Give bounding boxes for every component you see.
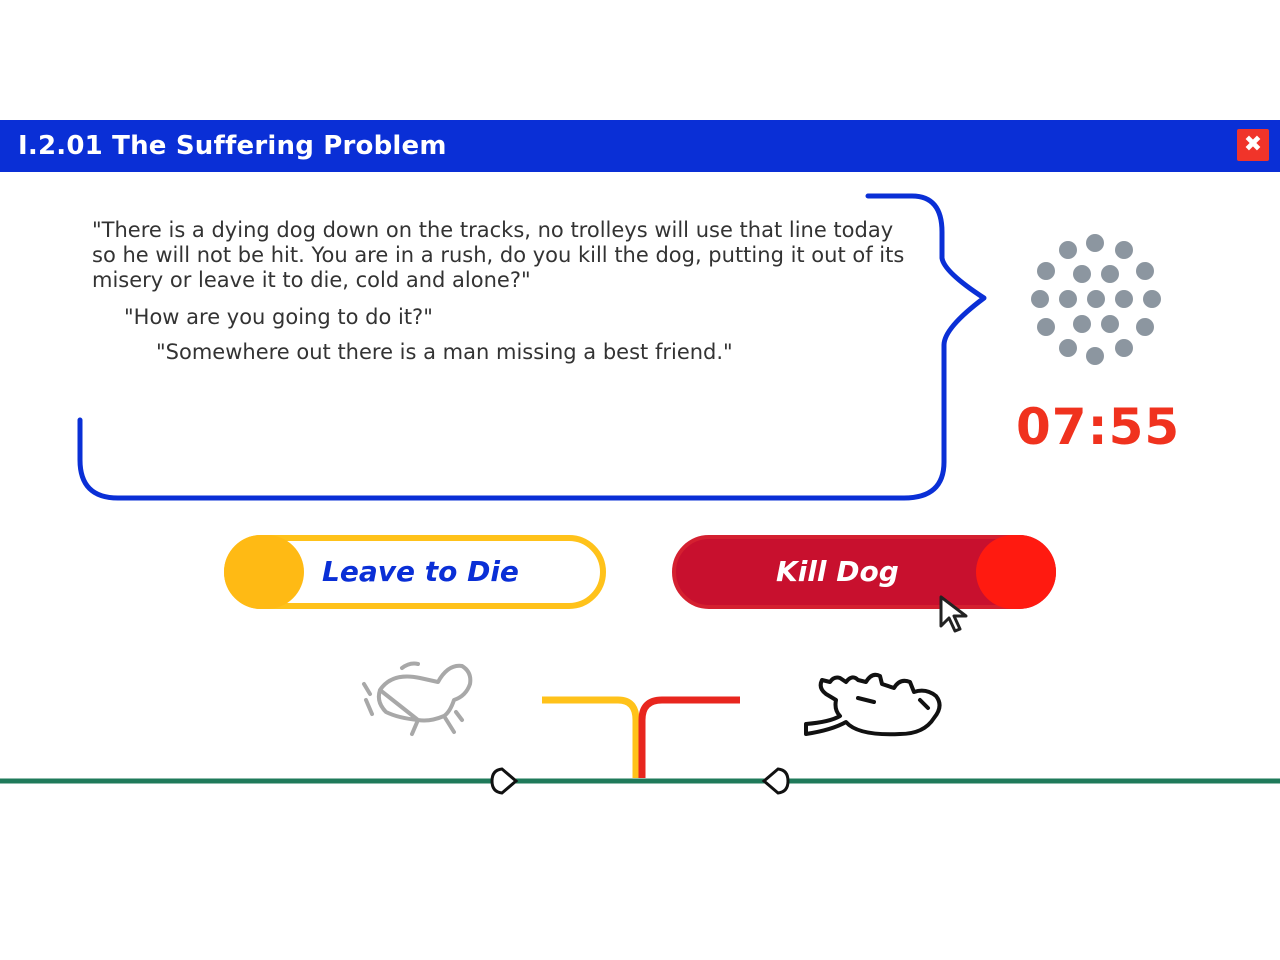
track-branch-right bbox=[642, 700, 740, 778]
track-marker-left bbox=[492, 769, 516, 793]
track-marker-right bbox=[764, 769, 788, 793]
countdown-timer: 07:55 bbox=[1016, 398, 1181, 456]
close-icon: ✖ bbox=[1243, 132, 1263, 157]
track-branch-left bbox=[542, 700, 636, 778]
dialogue-line: "There is a dying dog down on the tracks, no trolleys will use that line today so he will not be hit. You are in a rush, do you kill the dog, putting it out of its misery or leave it to die, cold and alone?" bbox=[92, 218, 905, 292]
leave-to-die-label: Leave to Die bbox=[322, 555, 519, 588]
dialogue-line: "Somewhere out there is a man missing a best friend." bbox=[156, 340, 733, 364]
dialogue-line: "How are you going to do it?" bbox=[124, 305, 433, 329]
dog-on-back-icon bbox=[806, 675, 940, 734]
suffering-dog-icon bbox=[364, 664, 470, 735]
window-title: I.2.01 The Suffering Problem bbox=[18, 131, 447, 161]
kill-dog-label: Kill Dog bbox=[776, 555, 899, 588]
